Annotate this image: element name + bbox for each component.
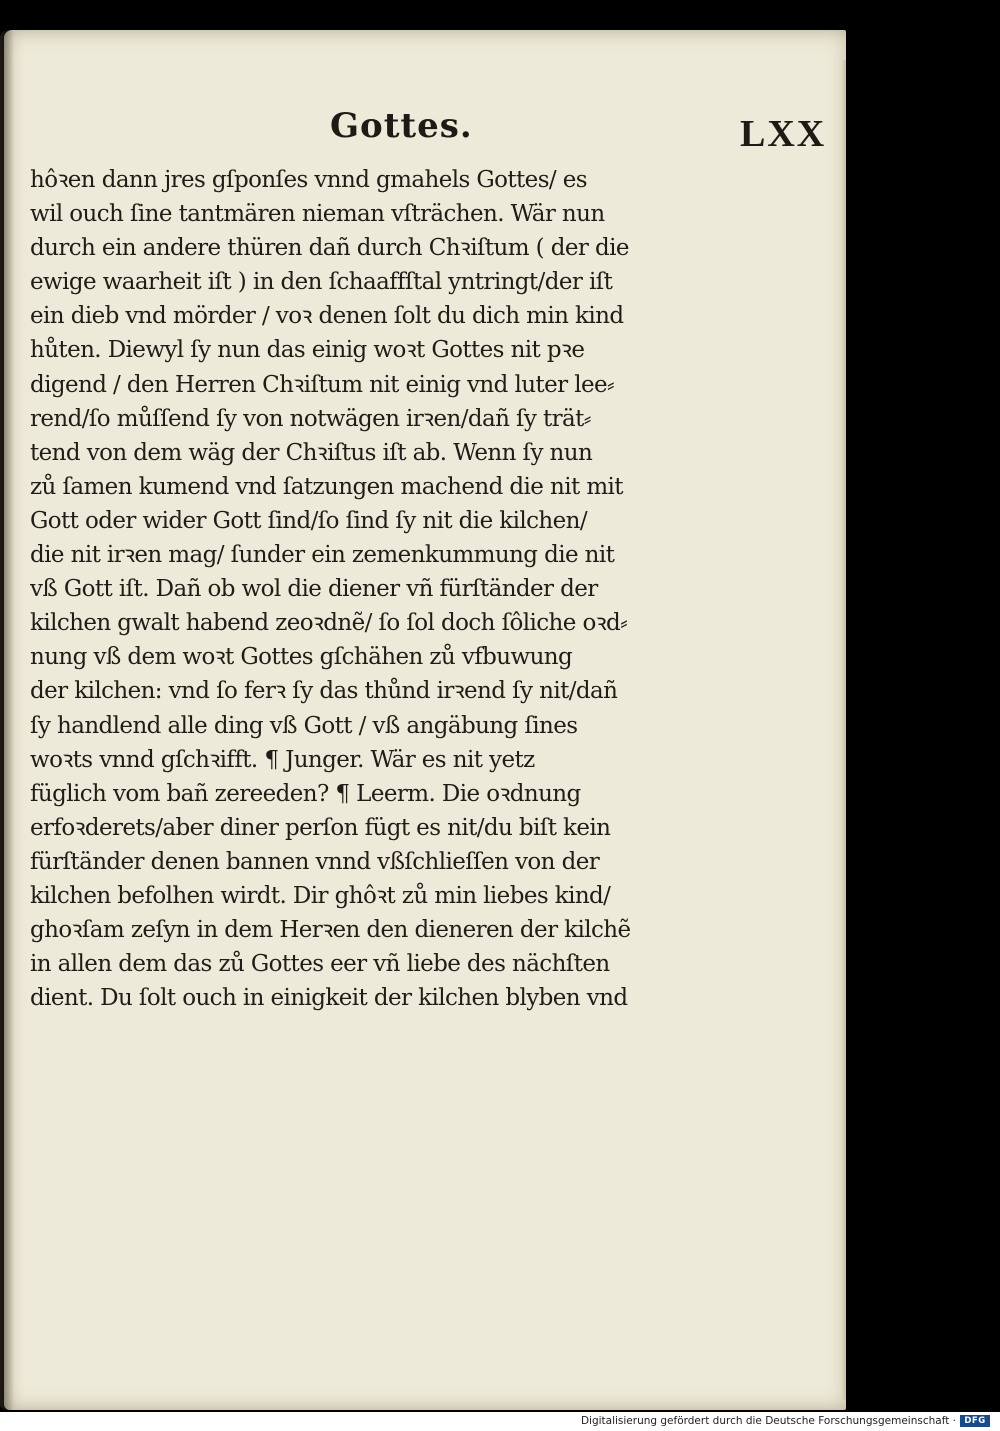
text-line: kilchen befolhen wirdt. Dir ghôꝛt zů min liebes kind/ (30, 882, 611, 909)
text-line: der kilchen: vnd ſo ferꝛ ſy das thůnd irꝛend ſy nit/dañ (30, 678, 618, 705)
funding-credit: Digitalisierung gefördert durch die Deutsche Forschungsgemeinschaft · (580, 1415, 956, 1427)
text-line: kilchen gwalt habend zeoꝛdnẽ/ ſo ſol doch ſôliche oꝛd⸗ (30, 610, 628, 637)
text-line: fürſtänder denen bannen vnnd vßſchlieſſen von der (30, 848, 600, 875)
text-line: tend von dem wäg der Chꝛiſtus iſt ab. Wenn ſy nun (30, 439, 593, 466)
text-line: die nit irꝛen mag/ ſunder ein zemenkummung die nit (30, 542, 615, 569)
text-line: Gott oder wider Gott ſind/ſo ſind ſy nit die kilchen/ (30, 507, 588, 534)
dfg-logo-icon: DFG (960, 1415, 990, 1427)
text-line: ſy handlend alle ding vß Gott / vß angäbung ſines (30, 712, 578, 739)
text-line: rend/ſo můſſend ſy von notwägen irꝛen/dañ ſy trät⸗ (30, 405, 591, 432)
text-line: nung vß dem woꝛt Gottes gſchähen zů vfbuwung (30, 644, 573, 671)
text-line: durch ein andere thüren dañ durch Chꝛiſtum ( der die (30, 235, 629, 262)
text-line: digend / den Herren Chꝛiſtum nit einig vnd luter lee⸗ (30, 371, 615, 398)
text-line: füglich vom bañ zereeden? ¶ Leerm. Die oꝛdnung (30, 780, 581, 807)
text-line: woꝛts vnnd gſchꝛifft. ¶ Junger. Wär es nit yetz (30, 746, 535, 773)
text-line: ewige waarheit iſt ) in den ſchaaffſtal yntringt/der iſt (30, 269, 613, 296)
text-line: hôꝛen dann jres gſponſes vnnd gmahels Gottes/ es (30, 167, 587, 193)
binding-shadow (0, 30, 14, 1410)
running-header: Gottes. (330, 106, 473, 146)
text-line: dient. Du ſolt ouch in einigkeit der kilchen blyben vnd (30, 985, 628, 1012)
text-line: wil ouch ſine tantmären nieman vſträchen. Wär nun (30, 201, 605, 228)
text-line: ghoꝛſam zeſyn in dem Herꝛen den dieneren der kilchẽ (30, 917, 631, 944)
text-line: hůten. Diewyl ſy nun das einig woꝛt Gottes nit pꝛe (30, 337, 585, 364)
folio-number: LXX (740, 113, 827, 155)
text-line: vß Gott iſt. Dañ ob wol die diener vñ fürſtänder der (30, 576, 598, 603)
body-text (30, 163, 775, 1015)
page-edge (842, 60, 846, 1400)
text-line: in allen dem das zů Gottes eer vñ liebe des nächſten (30, 951, 610, 978)
text-line: erfoꝛderets/aber diner perſon fügt es nit/du biſt kein (30, 814, 611, 841)
text-line: ein dieb vnd mörder / voꝛ denen ſolt du dich min kind (30, 303, 624, 330)
text-line: zů ſamen kumend vnd ſatzungen machend die nit mit (30, 473, 623, 500)
